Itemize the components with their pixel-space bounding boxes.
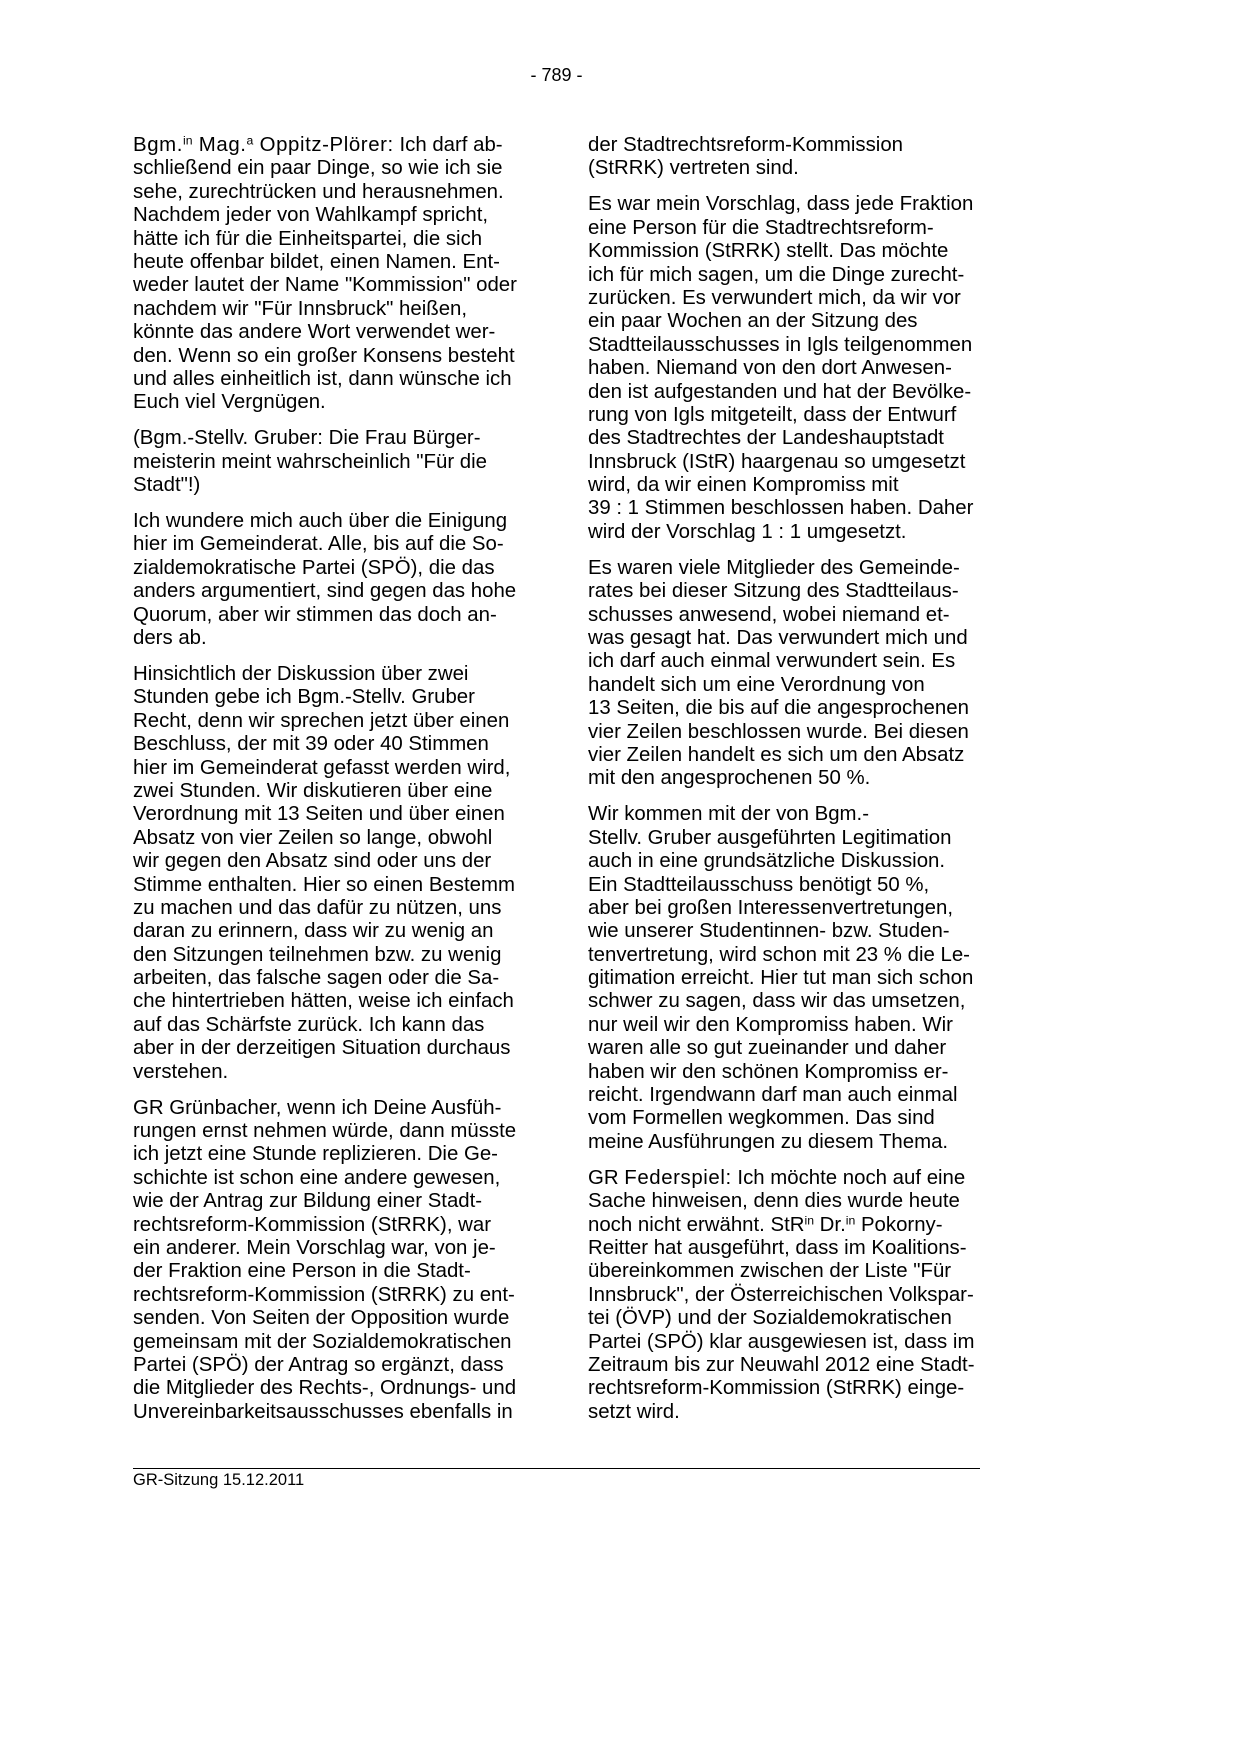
text-line: weder lautet der Name "Kommission" oder <box>133 274 517 297</box>
left-text-column <box>133 134 543 1437</box>
text-line: schichte ist schon eine andere gewesen, <box>133 1166 501 1189</box>
text-line: übereinkommen zwischen der Liste "Für <box>588 1260 952 1283</box>
text-line: ich für mich sagen, um die Dinge zurecht- <box>588 263 965 286</box>
text-line: reicht. Irgendwann darf man auch einmal <box>588 1084 958 1107</box>
right-text-column <box>588 134 998 1437</box>
text-line: (Bgm.-Stellv. Gruber: Die Frau Bürger- <box>133 427 481 450</box>
text-line: hier im Gemeinderat gefasst werden wird, <box>133 756 511 779</box>
text-line: schließend ein paar Dinge, so wie ich sie <box>133 157 503 180</box>
text-line: was gesagt hat. Das verwundert mich und <box>588 627 968 649</box>
text-line: ein anderer. Mein Vorschlag war, von je- <box>133 1236 496 1259</box>
text-line: (StRRK) vertreten sind. <box>588 157 799 180</box>
text-line: senden. Von Seiten der Opposition wurde <box>133 1307 510 1330</box>
text-line: den. Wenn so ein großer Konsens besteht <box>133 344 515 367</box>
text-line: zwei Stunden. Wir diskutieren über eine <box>133 779 493 802</box>
text-line: des Stadtrechtes der Landeshauptstadt <box>588 427 944 450</box>
text-segment: Ich darf ab- <box>393 134 503 156</box>
text-line: ich jetzt eine Stunde replizieren. Die Ge- <box>133 1143 498 1166</box>
text-line: hätte ich für die Einheitspartei, die sich <box>133 227 483 250</box>
text-line: Reitter hat ausgeführt, dass im Koalitions- <box>588 1236 967 1259</box>
text-line: wird der Vorschlag 1 : 1 umgesetzt. <box>588 520 907 543</box>
text-line: ders ab. <box>133 627 207 649</box>
text-line: schwer zu sagen, dass wir das umsetzen, <box>588 990 966 1013</box>
text-line: Verordnung mit 13 Seiten und über einen <box>133 803 505 826</box>
text-line: rechtsreform-Kommission (StRRK) einge- <box>588 1377 965 1400</box>
text-line <box>588 1214 998 1237</box>
text-line: Zeitraum bis zur Neuwahl 2012 eine Stadt- <box>588 1353 975 1376</box>
text-segment: Pokorny- <box>855 1213 943 1236</box>
text-line: und alles einheitlich ist, dann wünsche ich <box>133 367 512 390</box>
text-line: Quorum, aber wir stimmen das doch an- <box>133 603 497 626</box>
text-line: 13 Seiten, die bis auf die angesprochenen <box>588 697 969 720</box>
text-line: wie unserer Studentinnen- bzw. Studen- <box>588 920 950 943</box>
text-line: haben wir den schönen Kompromiss er- <box>588 1060 949 1083</box>
speaker-name: Oppitz-Plörer: <box>253 134 394 156</box>
text-line: Es waren viele Mitglieder des Gemeinde- <box>588 556 960 579</box>
text-segment: Dr. <box>814 1213 846 1236</box>
footer-divider <box>133 1468 980 1469</box>
text-line: Hinsichtlich der Diskussion über zwei <box>133 662 469 685</box>
text-line: Partei (SPÖ) der Antrag so ergänzt, dass <box>133 1353 504 1376</box>
text-line: handelt sich um eine Verordnung von <box>588 673 925 696</box>
text-line: Stunden gebe ich Bgm.-Stellv. Gruber <box>133 686 475 709</box>
text-line: tei (ÖVP) und der Sozialdemokratischen <box>588 1307 952 1330</box>
text-line: ich darf auch einmal verwundert sein. Es <box>588 650 956 673</box>
text-line: rungen ernst nehmen würde, dann müsste <box>133 1120 517 1142</box>
text-line: gemeinsam mit der Sozialdemokratischen <box>133 1330 512 1353</box>
text-line: meine Ausführungen zu diesem Thema. <box>588 1130 949 1153</box>
text-line: Es war mein Vorschlag, dass jede Fraktion <box>588 193 974 216</box>
paragraph <box>133 663 543 1084</box>
footer-session-date: GR-Sitzung 15.12.2011 <box>133 1471 305 1489</box>
text-line: Unvereinbarkeitsausschusses ebenfalls in <box>133 1400 513 1423</box>
text-line: Ich wundere mich auch über die Einigung <box>133 510 508 533</box>
text-line: Nachdem jeder von Wahlkampf spricht, <box>133 204 489 227</box>
text-line: waren alle so gut zueinander und daher <box>588 1037 947 1060</box>
speaker-name: Federspiel: <box>624 1166 732 1189</box>
paragraph <box>588 1167 998 1424</box>
text-line: 39 : 1 Stimmen beschlossen haben. Daher <box>588 497 974 520</box>
speaker-name: Mag. <box>192 134 247 156</box>
text-line: Stadt"!) <box>133 474 201 497</box>
text-line: setzt wird. <box>588 1400 680 1423</box>
superscript-text: in <box>183 133 193 148</box>
text-segment: GR <box>588 1166 625 1189</box>
text-line: Beschluss, der mit 39 oder 40 Stimmen <box>133 733 489 756</box>
text-segment: noch nicht erwähnt. StR <box>588 1213 805 1236</box>
text-line: vom Formellen wegkommen. Das sind <box>588 1107 935 1130</box>
text-line: rung von Igls mitgeteilt, dass der Entwurf <box>588 403 957 426</box>
text-line: anders argumentiert, sind gegen das hohe <box>133 580 517 603</box>
text-line: Stimme enthalten. Hier so einen Bestemm <box>133 873 515 896</box>
text-line: sehe, zurechtrücken und herausnehmen. <box>133 180 504 203</box>
text-line: zurücken. Es verwundert mich, da wir vor <box>588 286 961 309</box>
paragraph <box>588 134 998 181</box>
text-line: auch in eine grundsätzliche Diskussion. <box>588 850 946 873</box>
text-line: arbeiten, das falsche sagen oder die Sa- <box>133 967 500 990</box>
text-line: zu machen und das dafür zu nützen, uns <box>133 896 502 919</box>
text-line: Innsbruck (IStR) haargenau so umgesetzt <box>588 450 966 473</box>
text-line: haben. Niemand von den dort Anwesen- <box>588 357 952 380</box>
text-line: Stellv. Gruber ausgeführten Legitimation <box>588 826 952 849</box>
text-line: gitimation erreicht. Hier tut man sich schon <box>588 967 974 990</box>
paragraph <box>588 193 998 544</box>
text-line: meisterin meint wahrscheinlich "Für die <box>133 450 488 473</box>
text-line: Stadtteilausschusses in Igls teilgenommen <box>588 333 973 356</box>
text-line: Ein Stadtteilausschuss benötigt 50 %, <box>588 873 930 896</box>
text-line: Innsbruck", der Österreichischen Volkspar- <box>588 1283 974 1306</box>
paragraph <box>133 510 543 650</box>
text-line: vier Zeilen beschlossen wurde. Bei diesen <box>588 720 969 743</box>
text-line: heute offenbar bildet, einen Namen. Ent- <box>133 250 500 273</box>
text-segment: Ich möchte noch auf eine <box>731 1166 966 1189</box>
text-line: könnte das andere Wort verwendet wer- <box>133 321 496 344</box>
text-line: che hintertrieben hätten, weise ich einfach <box>133 990 514 1013</box>
superscript-text: a <box>246 133 254 148</box>
paragraph <box>588 557 998 791</box>
text-line: hier im Gemeinderat. Alle, bis auf die So- <box>133 533 504 556</box>
text-line: schusses anwesend, wobei niemand et- <box>588 603 950 626</box>
text-line: wir gegen den Absatz sind oder uns der <box>133 850 492 873</box>
paragraph <box>588 803 998 1154</box>
superscript-text: in <box>804 1212 815 1227</box>
superscript-text: in <box>845 1212 856 1227</box>
text-line: der Stadtrechtsreform-Kommission <box>588 134 904 156</box>
text-line: rechtsreform-Kommission (StRRK) zu ent- <box>133 1283 515 1306</box>
text-line: rates bei dieser Sitzung des Stadtteilaus- <box>588 580 959 603</box>
text-line: nachdem wir "Für Innsbruck" heißen, <box>133 297 468 320</box>
text-line: die Mitglieder des Rechts-, Ordnungs- und <box>133 1377 517 1400</box>
speaker-name: Bgm. <box>133 134 183 156</box>
text-line: mit den angesprochenen 50 %. <box>588 767 871 790</box>
text-line: tenvertretung, wird schon mit 23 % die Le- <box>588 943 970 966</box>
text-line: eine Person für die Stadtrechtsreform- <box>588 216 934 239</box>
paragraph <box>133 1097 543 1424</box>
text-line: GR Grünbacher, wenn ich Deine Ausfüh- <box>133 1096 502 1119</box>
text-line: den ist aufgestanden und hat der Bevölke- <box>588 380 972 403</box>
text-line: ein paar Wochen an der Sitzung des <box>588 310 918 333</box>
text-line: Wir kommen mit der von Bgm.- <box>588 803 869 826</box>
text-line: den Sitzungen teilnehmen bzw. zu wenig <box>133 943 502 966</box>
text-line: Partei (SPÖ) klar ausgewiesen ist, dass im <box>588 1330 975 1353</box>
text-line: wird, da wir einen Kompromiss mit <box>588 474 899 497</box>
text-line: wie der Antrag zur Bildung einer Stadt- <box>133 1190 483 1213</box>
text-line: aber in der derzeitigen Situation durchaus <box>133 1037 511 1060</box>
text-line: verstehen. <box>133 1060 229 1083</box>
text-line <box>133 134 543 157</box>
text-line: Sache hinweisen, denn dies wurde heute <box>588 1190 960 1213</box>
text-line: aber bei großen Interessenvertretungen, <box>588 896 953 919</box>
page-number: - 789 - <box>530 65 583 85</box>
text-line: rechtsreform-Kommission (StRRK), war <box>133 1213 492 1236</box>
paragraph <box>133 134 543 415</box>
text-line: daran zu erinnern, dass wir zu wenig an <box>133 920 494 943</box>
text-line: auf das Schärfste zurück. Ich kann das <box>133 1013 485 1036</box>
text-line: Euch viel Vergnügen. <box>133 391 326 414</box>
text-line: Absatz von vier Zeilen so lange, obwohl <box>133 826 493 849</box>
text-line: Recht, denn wir sprechen jetzt über einen <box>133 709 510 732</box>
text-line: Kommission (StRRK) stellt. Das möchte <box>588 240 949 263</box>
paragraph <box>133 427 543 497</box>
text-line: zialdemokratische Partei (SPÖ), die das <box>133 556 495 579</box>
text-line <box>588 1167 998 1190</box>
text-line: nur weil wir den Kompromiss haben. Wir <box>588 1013 953 1036</box>
text-line: vier Zeilen handelt es sich um den Absatz <box>588 743 965 766</box>
text-line: der Fraktion eine Person in die Stadt- <box>133 1260 471 1283</box>
